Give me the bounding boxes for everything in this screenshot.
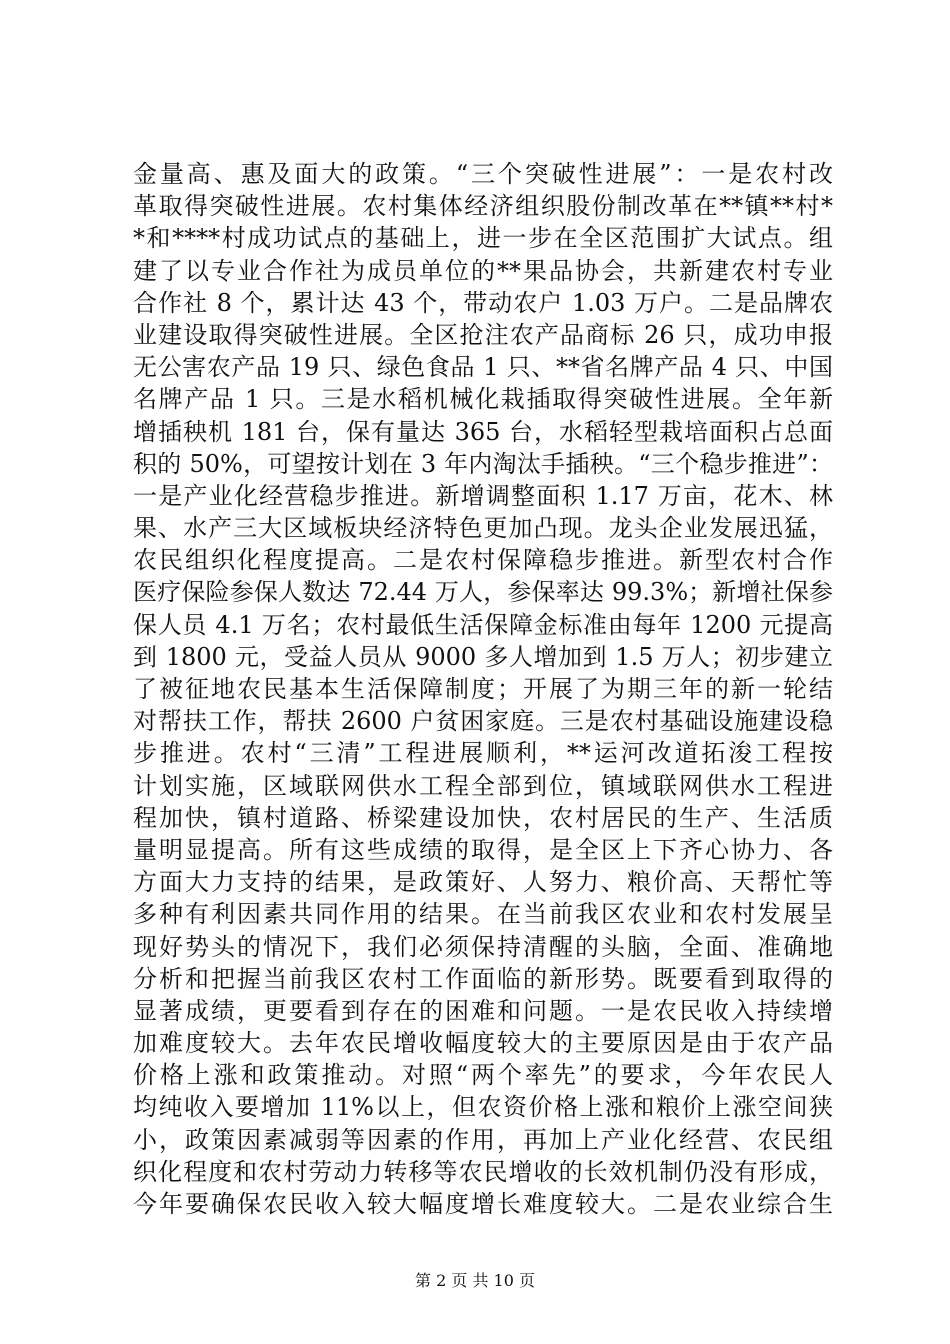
text-line: 价格上涨和政策推动。对照“两个率先”的要求，今年农民人 bbox=[133, 1061, 833, 1090]
text-line: 业建设取得突破性进展。全区抢注农产品商标 26 只，成功申报 bbox=[133, 320, 833, 349]
text-line: 金量高、惠及面大的政策。“三个突破性进展”：一是农村改 bbox=[133, 160, 833, 188]
text-line: 了被征地农民基本生活保障制度；开展了为期三年的新一轮结 bbox=[133, 675, 833, 703]
text-line: *和****村成功试点的基础上，进一步在全区范围扩大试点。组 bbox=[133, 224, 833, 253]
text-line: 分析和把握当前我区农村工作面临的新形势。既要看到取得的 bbox=[133, 964, 833, 993]
text-line: 果、水产三大区域板块经济特色更加凸现。龙头企业发展迅猛， bbox=[133, 514, 833, 543]
text-line: 计划实施，区域联网供水工程全部到位，镇域联网供水工程进 bbox=[133, 771, 833, 800]
text-line: 显著成绩，更要看到存在的困难和问题。一是农民收入持续增 bbox=[133, 996, 833, 1025]
text-line: 步推进。农村“三清”工程进展顺利，**运河改道拓浚工程按 bbox=[133, 739, 833, 768]
text-line: 现好势头的情况下，我们必须保持清醒的头脑，全面、准确地 bbox=[133, 932, 833, 961]
body-text bbox=[133, 158, 833, 1220]
text-line: 革取得突破性进展。农村集体经济组织股份制改革在**镇**村* bbox=[133, 192, 833, 221]
text-line: 无公害农产品 19 只、绿色食品 1 只、**省名牌产品 4 只、中国 bbox=[133, 353, 833, 382]
text-line: 程加快，镇村道路、桥梁建设加快，农村居民的生产、生活质 bbox=[133, 803, 833, 832]
text-line: 保人员 4.1 万名；农村最低生活保障金标准由每年 1200 元提高 bbox=[133, 610, 833, 639]
page-footer: 第 2 页 共 10 页 bbox=[415, 1271, 535, 1290]
text-line: 均纯收入要增加 11%以上，但农资价格上涨和粮价上涨空间狭 bbox=[133, 1093, 833, 1122]
text-line: 建了以专业合作社为成员单位的**果品协会，共新建农村专业 bbox=[133, 256, 833, 285]
text-line: 对帮扶工作，帮扶 2600 户贫困家庭。三是农村基础设施建设稳 bbox=[133, 707, 833, 736]
text-line: 方面大力支持的结果，是政策好、人努力、粮价高、天帮忙等 bbox=[133, 868, 833, 897]
text-line: 多种有利因素共同作用的结果。在当前我区农业和农村发展呈 bbox=[133, 900, 833, 929]
text-line: 小，政策因素减弱等因素的作用，再加上产业化经营、农民组 bbox=[133, 1125, 833, 1154]
text-line: 增插秧机 181 台，保有量达 365 台，水稻轻型栽培面积占总面 bbox=[133, 417, 833, 446]
text-line: 今年要确保农民收入较大幅度增长难度较大。二是农业综合生 bbox=[133, 1190, 833, 1218]
text-line: 积的 50%，可望按计划在 3 年内淘汰手插秧。“三个稳步推进”： bbox=[133, 449, 833, 478]
text-line: 合作社 8 个，累计达 43 个，带动农户 1.03 万户。二是品牌农 bbox=[133, 288, 833, 317]
text-line: 加难度较大。去年农民增收幅度较大的主要原因是由于农产品 bbox=[133, 1029, 833, 1058]
text-line: 量明显提高。所有这些成绩的取得，是全区上下齐心协力、各 bbox=[133, 835, 833, 864]
text-line: 名牌产品 1 只。三是水稻机械化栽插取得突破性进展。全年新 bbox=[133, 385, 833, 414]
text-line: 医疗保险参保人数达 72.44 万人，参保率达 99.3%；新增社保参 bbox=[133, 578, 833, 607]
text-line: 一是产业化经营稳步推进。新增调整面积 1.17 万亩，花木、林 bbox=[133, 481, 833, 510]
text-line: 织化程度和农村劳动力转移等农民增收的长效机制仍没有形成， bbox=[133, 1157, 833, 1186]
text-line: 农民组织化程度提高。二是农村保障稳步推进。新型农村合作 bbox=[133, 546, 833, 575]
text-line: 到 1800 元，受益人员从 9000 多人增加到 1.5 万人；初步建立 bbox=[133, 642, 833, 671]
